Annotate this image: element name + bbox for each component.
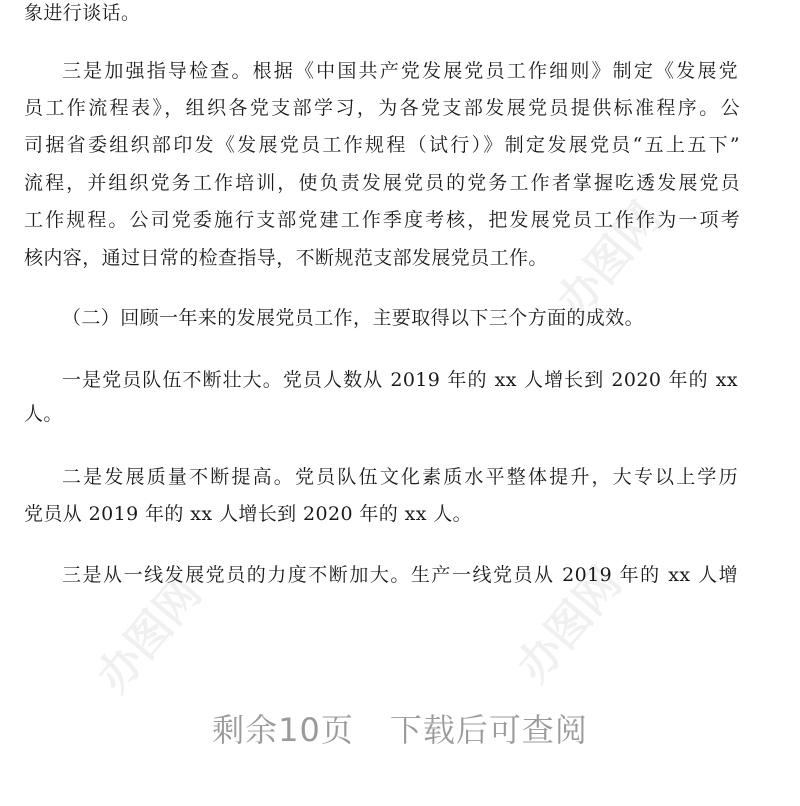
paragraph-line: 党员从 2019 年的 xx 人增长到 2020 年的 xx 人。 bbox=[24, 503, 473, 525]
paragraph-line: 员工作流程表》，组织各党支部学习，为各党支部发展党员提供标准程序。公 bbox=[24, 97, 740, 119]
remaining-pages-banner[interactable] bbox=[0, 705, 800, 751]
paragraph-line: 二是发展质量不断提高。党员队伍文化素质水平整体提升，大专以上学历 bbox=[62, 466, 738, 488]
watermark: 办图网 bbox=[547, 192, 672, 327]
watermark: 办图网 bbox=[87, 567, 212, 702]
text-line: 象进行谈话。 bbox=[24, 2, 141, 24]
paragraph-line: 人。 bbox=[24, 403, 63, 425]
paragraph-line: 司据省委组织部印发《发展党员工作规程（试行）》制定发展党员“五上五下” bbox=[24, 134, 740, 156]
paragraph-line: 核内容，通过日常的检查指导，不断规范支部发展党员工作。 bbox=[24, 247, 548, 269]
remaining-pages-label: 剩余10页 bbox=[212, 711, 354, 749]
watermark: 办图网 bbox=[507, 557, 632, 692]
download-prompt-label: 下载后可查阅 bbox=[389, 711, 588, 749]
paragraph-line: 一是党员队伍不断壮大。党员人数从 2019 年的 xx 人增长到 2020 年的 xx bbox=[62, 369, 738, 391]
paragraph-line: 三是加强指导检查。根据《中国共产党发展党员工作细则》制定《发展党 bbox=[62, 60, 738, 82]
paragraph-line: 流程，并组织党务工作培训，使负责发展党员的党务工作者掌握吃透发展党员 bbox=[24, 172, 740, 194]
paragraph-line: 工作规程。公司党委施行支部党建工作季度考核，把发展党员工作作为一项考 bbox=[24, 209, 740, 231]
paragraph-line: 三是从一线发展党员的力度不断加大。生产一线党员从 2019 年的 xx 人增 bbox=[62, 564, 738, 586]
section-heading: （二）回顾一年来的发展党员工作，主要取得以下三个方面的成效。 bbox=[62, 307, 645, 329]
